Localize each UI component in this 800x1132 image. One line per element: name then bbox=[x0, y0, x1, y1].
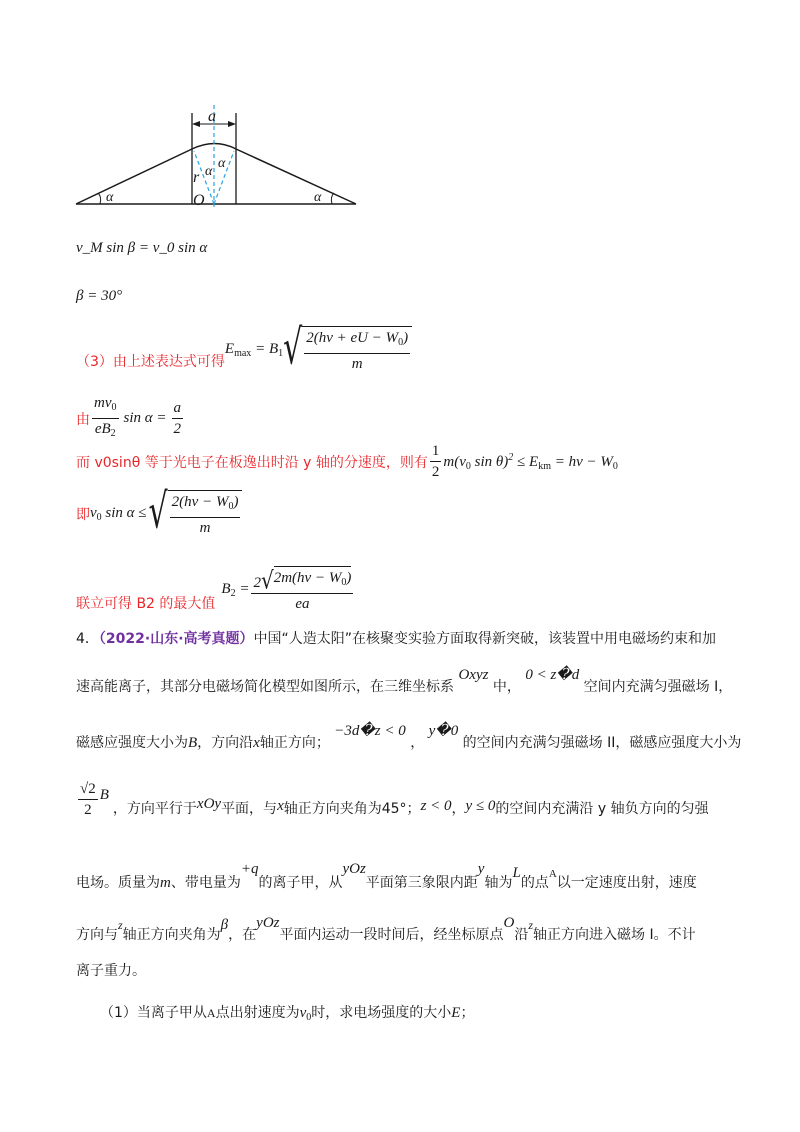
line5-text: 而 v0sinθ 等于光电子在板逸出时沿 y 轴的分速度，则有 bbox=[76, 454, 428, 471]
right-angle-arc bbox=[331, 193, 334, 204]
line6-sqrt: √ $\frac{2(h\nu - W_0)}{m}$ bbox=[149, 490, 243, 537]
line6-lhs: $v_0$ sin α ≤ bbox=[90, 504, 147, 523]
line6-prefix: 即 bbox=[76, 506, 90, 523]
problem-line7: 离子重力。 bbox=[76, 963, 146, 979]
label-alpha-right: α bbox=[314, 190, 322, 205]
label-alpha-center2: α bbox=[218, 156, 226, 171]
problem-number: 4． bbox=[76, 631, 99, 647]
problem-line2: 速高能离子，其部分电磁场简化模型如图所示，在三维坐标系 Oxyz 中， 0 < z�d 空间内充满匀强磁场 I， bbox=[76, 667, 733, 695]
part3-line bbox=[76, 320, 412, 377]
math-oxyz: Oxyz bbox=[458, 667, 489, 683]
math-z-range: 0 < z�d bbox=[525, 667, 580, 683]
line6 bbox=[76, 484, 242, 541]
line4-fraction: $\frac{mv_0}{eB_2}$ bbox=[94, 395, 117, 439]
line7-lhs: $B_2$ = bbox=[221, 580, 250, 599]
line7-fraction: 2 √ $2m(h\nu - W_0)$ ea bbox=[253, 565, 352, 612]
part3-lhs: $E_{max} = B_1$ bbox=[224, 340, 284, 359]
label-O: O bbox=[193, 192, 205, 209]
question-1: （1）当离子甲从A点出射速度为$v_0$时，求电场强度的大小E； bbox=[100, 1005, 475, 1023]
part3-sqrt: √ $\frac{2(h\nu + eU - W_0)}{m}$ bbox=[283, 326, 412, 373]
label-alpha-left: α bbox=[106, 190, 114, 205]
line4-prefix: 由 bbox=[76, 411, 90, 428]
line4-rhs: $\frac{a}{2}$ bbox=[173, 400, 182, 437]
sqrt2-over-2: $\frac{√2}{2}$ bbox=[80, 781, 96, 818]
problem-source: （2022·山东·高考真题） bbox=[98, 631, 254, 647]
math-z-range2: −3d�z < 0 bbox=[334, 723, 406, 739]
line4-mid: sin α = bbox=[123, 410, 167, 426]
left-angle-arc bbox=[98, 193, 101, 204]
trajectory-diagram bbox=[70, 105, 370, 215]
part3-prefix: （3）由上述表达式可得 bbox=[76, 353, 225, 370]
line7 bbox=[76, 566, 355, 613]
arrow-head-left bbox=[192, 121, 200, 127]
line5-half: $\frac{1}{2}$ bbox=[431, 443, 440, 480]
problem-text-1: 中国“人造太阳”在核聚变实验方面取得新突破，该装置中用电磁场约束和加 bbox=[253, 631, 717, 647]
label-r: r bbox=[193, 169, 200, 186]
equation-beta-30: β = 30° bbox=[76, 288, 123, 304]
line5-expr: $m(v_0$ $\sin \theta)^2 \le E_{km} = h\nu - W_0$ bbox=[443, 451, 618, 472]
arrow-head-right bbox=[228, 121, 236, 127]
problem-line6: 方向与z轴正方向夹角为β，在yOz平面内运动一段时间后，经坐标原点O沿z轴正方向进入磁场 I。不计 bbox=[76, 915, 696, 943]
problem-line5: 电场。质量为m、带电量为+q的离子甲，从yOz平面第三象限内距y轴为L的点$^A$以一定速度出射，速度 bbox=[76, 861, 697, 891]
problem-line3: 磁感应强度大小为B，方向沿x轴正方向； −3d�z < 0 ， y�0 的空间内充满匀强磁场 II，磁感应强度大小为 bbox=[76, 723, 742, 751]
equation-vm-sin-beta: v_M sin β = v_0 sin α bbox=[76, 240, 208, 256]
label-a: a bbox=[208, 108, 216, 125]
math-y-range: y�0 bbox=[428, 723, 459, 739]
label-alpha-center1: α bbox=[205, 164, 213, 179]
line5 bbox=[76, 442, 618, 481]
problem-line1 bbox=[76, 628, 716, 648]
line7-prefix: 联立可得 B2 的最大值 bbox=[76, 595, 216, 612]
line4 bbox=[76, 394, 185, 443]
problem-line4: $\frac{√2}{2}$ B ，方向平行于 xOy 平面，与 x 轴正方向夹角为45°； z < 0 ， y ≤ 0 的空间内充满沿 y 轴负方向的匀强 bbox=[80, 781, 709, 818]
